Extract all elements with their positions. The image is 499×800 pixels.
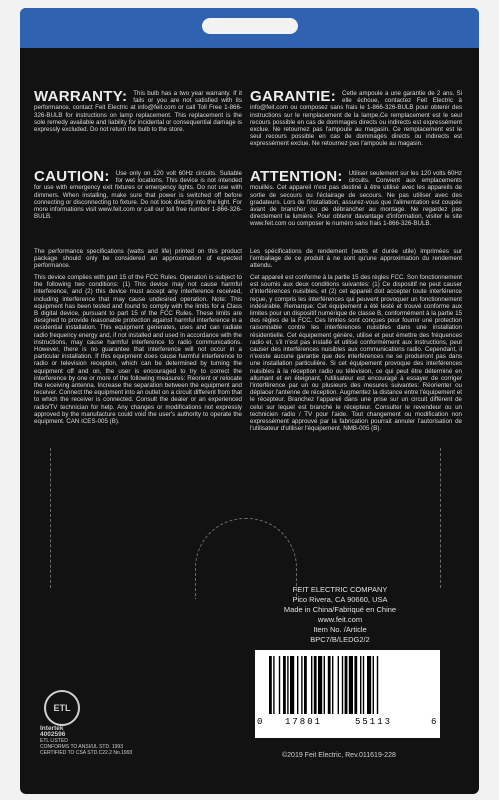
barcode-stripe — [301, 656, 302, 714]
barcode-stripe — [367, 656, 371, 714]
made-in: Made in China/Fabriqué en Chine — [283, 605, 397, 614]
etl-listed-logo — [44, 690, 80, 726]
garantie-text: Cette ampoule a une garantie de 2 ans. Si elle échoue, contactez Feit Electric à info@feit.com ou composez sans frais le 1-866-326-BULB pour obtenir des instructions sur le remplacement de la lampe.Ce remplacement est le seul recours possible en cas de dommages directs ou indirects est expressément exclue. Ne retournez pas l'ampoule au magasin. Ce remplacement est le seul recours possible en cas de dommages directs ou indirects est expressément exclue. Ne retournez pas l'ampoule au magasin. — [250, 90, 462, 148]
performance-note: The performance specifications (watts and life) printed on this product package should only be considered an approximation of expected performance. — [34, 248, 242, 270]
barcode-group-2: 55113 — [355, 717, 393, 727]
etl-certification-info — [40, 726, 132, 756]
hang-tab-hole — [202, 18, 298, 34]
warranty-heading: WARRANTY: — [34, 88, 128, 105]
barcode-stripe — [377, 656, 378, 714]
barcode-group-1: 17801 — [285, 717, 323, 727]
barcode-stripe — [279, 656, 280, 714]
barcode-stripe — [328, 656, 331, 714]
barcode-stripe — [338, 656, 339, 714]
dashed-cutline-left — [50, 448, 51, 588]
company-city: Pico Rivera, CA 90660, USA — [292, 595, 388, 604]
upc-barcode — [255, 650, 440, 738]
barcode-stripe — [324, 656, 325, 714]
barcode-stripe — [354, 656, 357, 714]
fcc-statement: This device complies with part 15 of the FCC Rules. Operation is subject to the following two conditions: (1) This device may not cause harmful interference, and (2) this device must accept any interference received, including interference that may cause undesired operation. Note: This equipment has been tested and found to comply with the limits for a Class B digital device, pursuant to part 15 of the FCC Rules. These limits are designed to provide reasonable protection against harmful interference in a residential installation. This equipment generates, uses and can radiate radio frequency energy and, if not installed and used in accordance with the instructions, may cause harmful interference to radio communications. However, there is no guarantee that interference will not occur in a particular installation. If this equipment does cause harmful interference to radio or television reception, which can be determined by turning the equipment off and on, the user is encouraged to try to correct the interference by one or more of the following measures: Reorient or relocate the receiving antenna. Increase the separation between the equipment and receiver. Connect the equipment into an outlet on a circuit different from that to which the receiver is connected. Consult the dealer or an experienced radio/TV technician for help. Any changes or modifications not expressly approved by the manufacture could void the user's authority to operate the equipment. CAN ICES-005 (B). — [34, 274, 242, 426]
company-name: FEIT ELECTRIC COMPANY — [292, 585, 388, 594]
barcode-stripe — [273, 656, 274, 714]
garantie-section — [250, 90, 462, 148]
barcode-right-digit: 6 — [431, 717, 437, 727]
caution-section — [34, 170, 242, 220]
caution-heading: CAUTION: — [34, 168, 110, 185]
company-address — [250, 585, 430, 645]
barcode-stripe — [304, 656, 307, 714]
warranty-text: This bulb has a two year warranty. If it fails or you are not satisfied with its performance, contact Feit Electric at info@feit.com or call Toll Free 1-866-326-BULB for instructions on lamp replacement. This replacement is the sole remedy available and liability for incidental or consequential damage is expressly excluded. Do not return the bulb to the store. — [34, 90, 242, 134]
attention-heading: ATTENTION: — [250, 168, 343, 185]
barcode-stripe — [318, 656, 322, 714]
intertek-label: Intertek — [40, 725, 64, 732]
barcode-stripe — [311, 656, 312, 714]
barcode-stripe — [283, 656, 286, 714]
etl-certified-line: CERTIFIED TO CSA STD.C22.2 No.1993 — [40, 750, 133, 756]
item-no-label: Item No. /Article — [313, 625, 367, 634]
barcode-stripe — [345, 656, 348, 714]
caution-text: Use only on 120 volt 60Hz circuits. Suitable for wet locations. This device is not intended for use with emergency exit fixtures or emergency lights. Do not use with dimmers. When installing, make sure that power is switched off before connecting or disconnecting to fixture. Do not look directly into the light. For more informations visit www.feit.com or call our toll free number 1-866-326-BULB. — [34, 170, 242, 221]
barcode-stripe — [332, 656, 333, 714]
etl-listed-label: ETL LISTED — [40, 738, 68, 744]
barcode-stripe — [297, 656, 298, 714]
attention-text: Utiliser seulement sur les 120 volts 60Hz circuits. Convient aux emplacements mouillés. Cet appareil n'est pas destiné à être utilisé avec les appareils de sortie de secours ou l'éclairage de secours. Ne pas utiliser avec des gradateurs. Lors de l'installation, assurez-vous que l'alimentation est coupée avant de brancher ou de débrancher au montage. Ne regardez pas directement la lumière. Pour obtenir davantage d'information, visiter le site www.feit.com ou composer le numéro sans frais 1-866-326-BULB. — [250, 170, 462, 228]
specifications-note-fr: Les spécifications de rendement (watts et durée utile) imprimées sur l'emballage de ce produit à ne sont qu'une approximation du rendement attendu. — [250, 248, 462, 270]
barcode-stripe — [269, 656, 272, 714]
barcode-stripe — [314, 656, 317, 714]
barcode-stripe — [342, 656, 343, 714]
barcode-stripe — [290, 656, 294, 714]
etl-logo-text: ETL — [53, 703, 71, 713]
copyright-line: ©2019 Feit Electric, Rev.011619-228 — [282, 752, 396, 759]
barcode-left-digit: 0 — [257, 717, 263, 727]
website: www.feit.com — [317, 615, 363, 624]
barcode-stripe — [287, 656, 288, 714]
attention-section — [250, 170, 462, 228]
package-back-card — [20, 8, 479, 794]
dashed-cutline-right — [440, 448, 441, 588]
etl-conforms-line: CONFORMS TO ANSI/UL STD. 1993 — [40, 744, 123, 750]
barcode-stripe — [349, 656, 353, 714]
etl-number: 4002596 — [40, 731, 66, 738]
barcode-stripe — [363, 656, 364, 714]
barcode-bars — [265, 656, 430, 714]
garantie-heading: GARANTIE: — [250, 88, 337, 105]
barcode-stripe — [360, 656, 361, 714]
barcode-stripe — [373, 656, 374, 714]
warranty-section — [34, 90, 242, 133]
fcc-statement-fr: Cet appareil est conforme à la partie 15 des règles FCC. Son fonctionnement est soumis aux deux conditions suivantes: (1) Ce dispositif ne peut causer d'interférences nuisibles, et (2) cet appareil doit accepter toute interférence reçue, y compris les interférences qui peuvent provoquer un fonctionnement indésirable. Remarque: Cet équipement a été testé et trouvé conforme aux limites pour un dispositif numérique de classe B, conformément à la partie 15 des règles de la FCC. Ces limites sont conçues pour fournir une protection raisonnable contre les interférences nuisibles dans une installation résidentielle. Cet équipement génère, utilise et peut émettre des fréquences radio et, s'il n'est pas installé et utilisé conformément aux instructions, peut causer des interférences nuisibles aux communications radio. Cependant, il n'existe aucune garantie que des interférences ne se produiront pas dans une installation particulière. Si cet équipement provoque des interférences nuisibles à la réception radio ou télévision, ce qui peut être déterminé en allumant et en éteignant, l'utilisateur est encouragé à essayer de corriger l'interférence par un ou plusieurs des mesures suivantes: Réorienter ou déplacer l'antenne de réception. Augmentez la distance entre l'équipement et le récepteur. Branchez l'appareil dans une prise sur un circuit différent de celui sur lequel est branché le récepteur. Consulter le revendeur ou un technicien radio / TV pour l'aide. Tout changement ou modification non expressément approuvé par la fabrication pourrait annuler l'autorisation de l'utilisateur d'utiliser l'équipement. NMB-005 (B). — [250, 274, 462, 433]
model-number: BPC7/B/LEDG2/2 — [310, 635, 370, 644]
